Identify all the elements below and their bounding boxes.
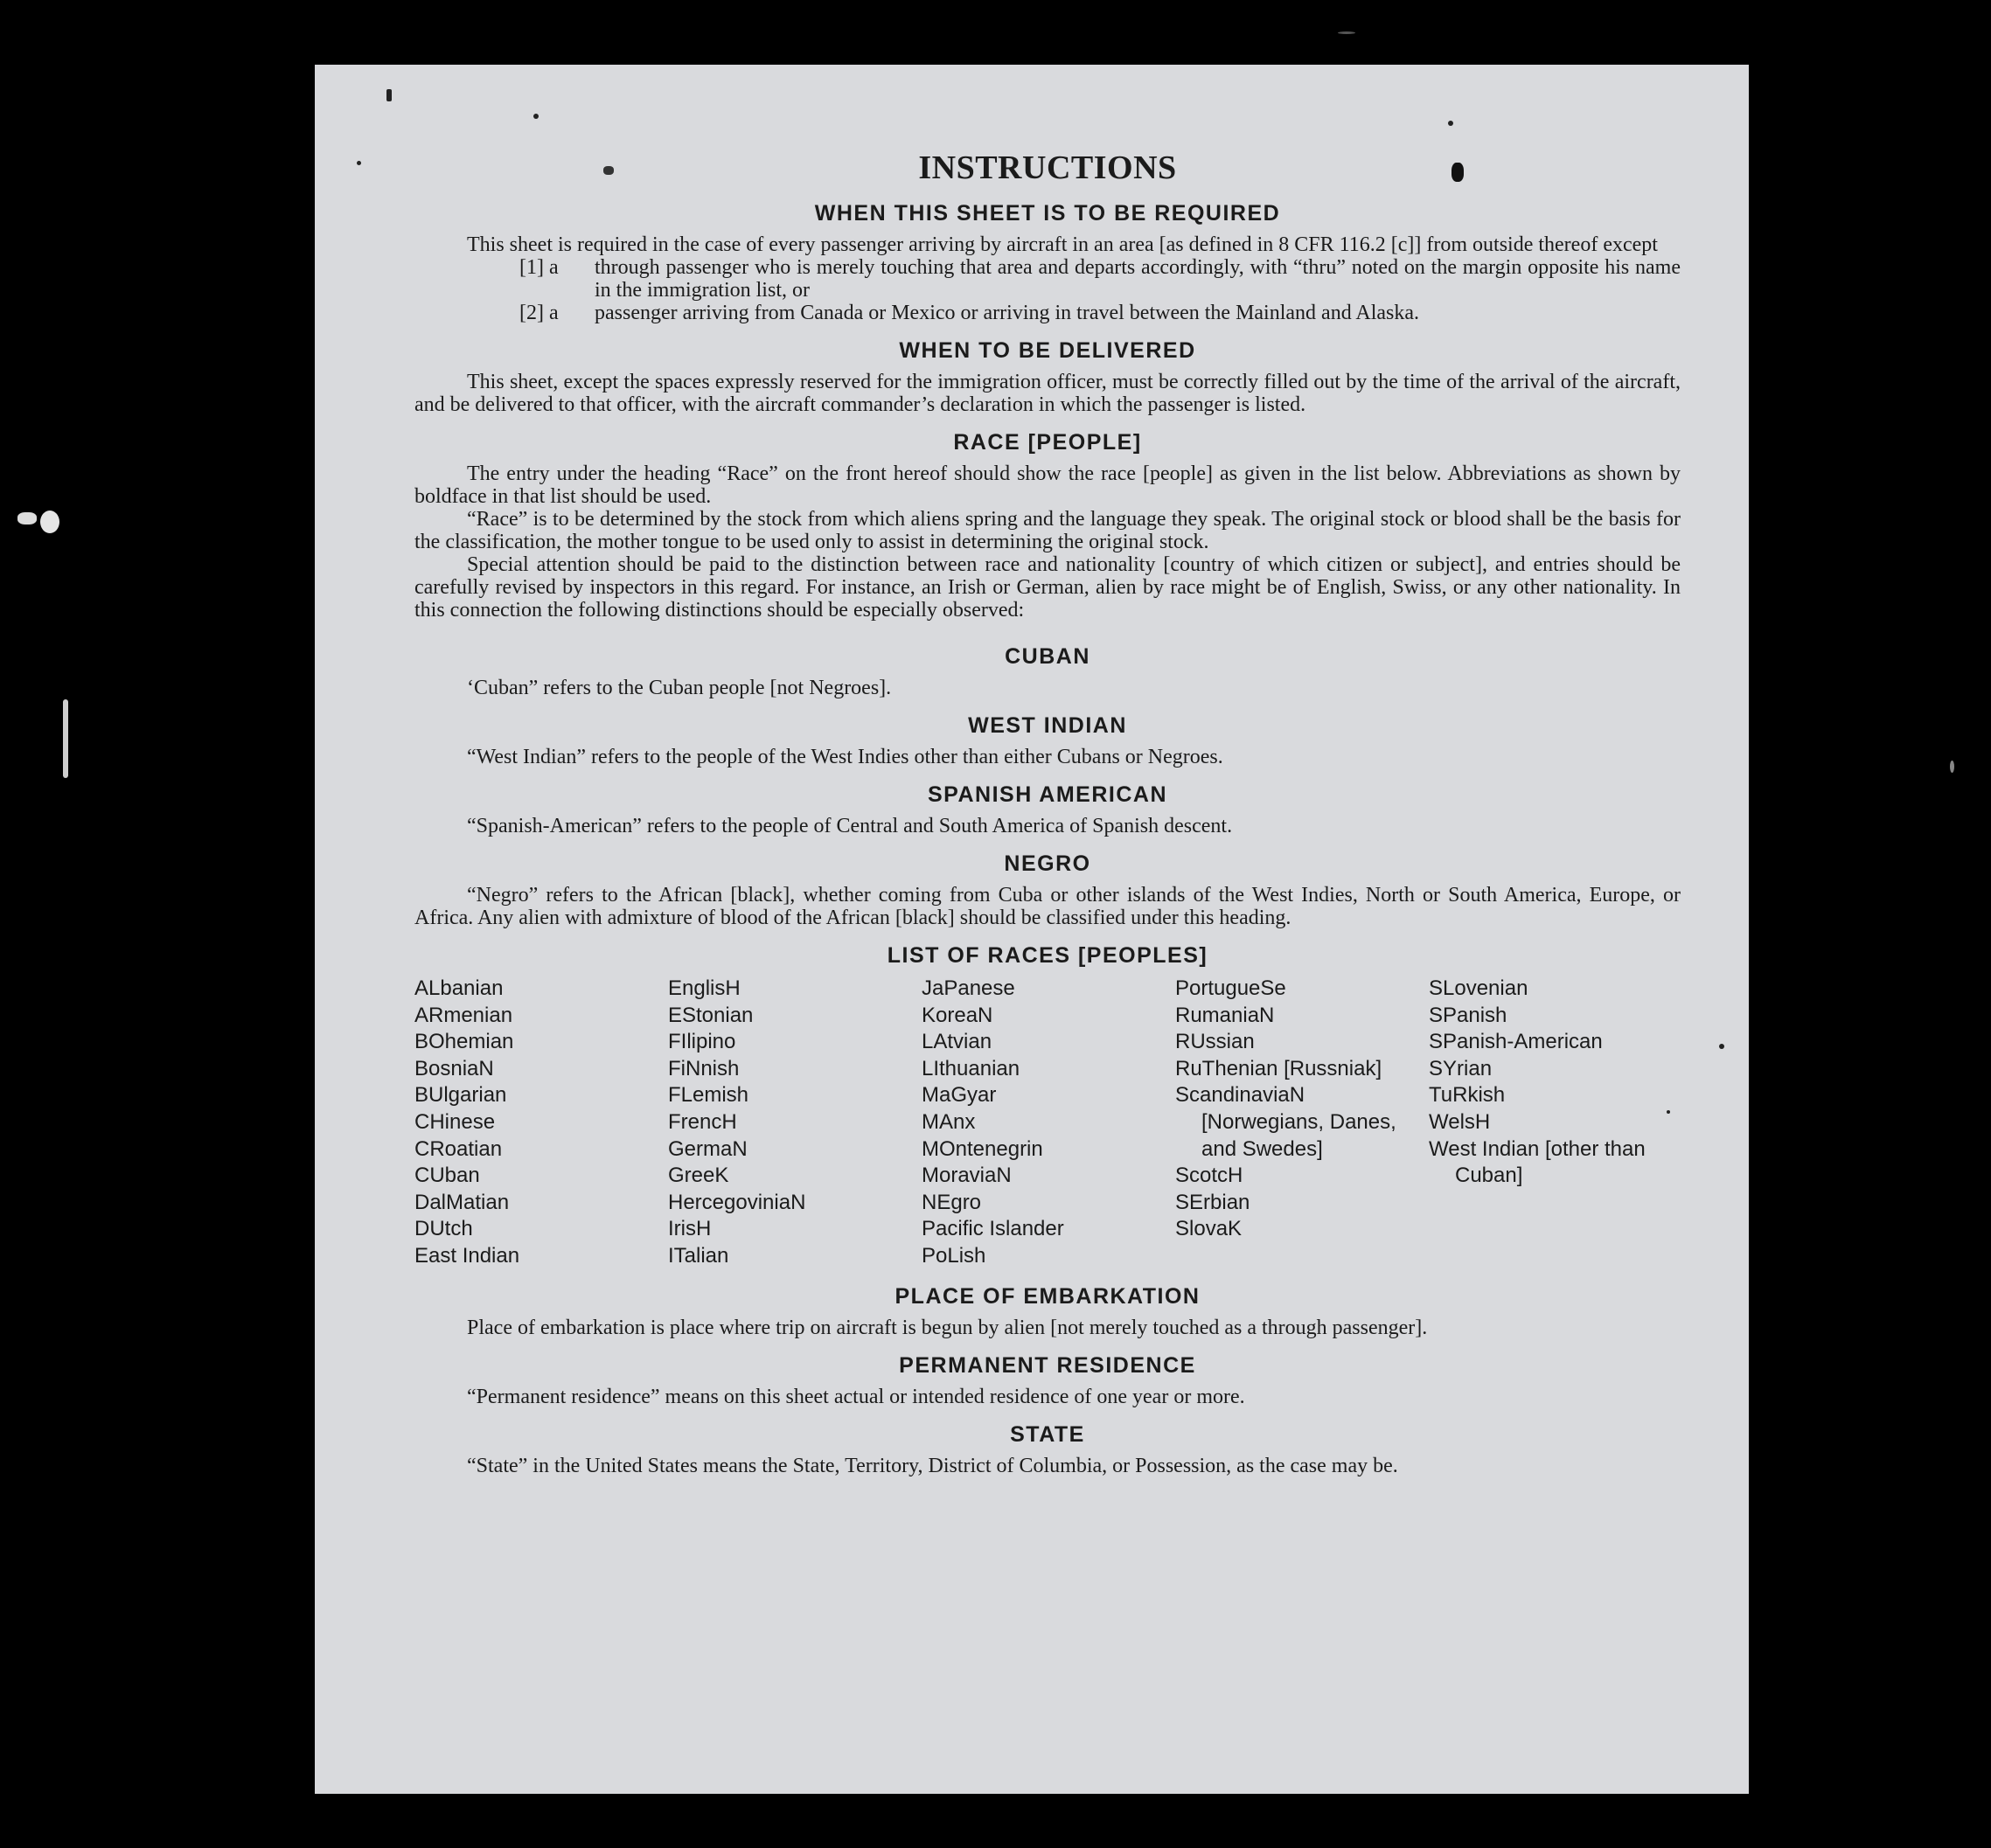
race-column: [1429, 976, 1682, 1270]
race-entry: KoreaN: [922, 1003, 993, 1027]
exception-text: through passenger who is merely touching that area and departs accordingly, with “thru” noted on the margin opposite his name in the immigration list, or: [595, 256, 1681, 302]
race-entry: SPanish-American: [1429, 1030, 1603, 1054]
delivered-text: This sheet, except the spaces expressly reserved for the immigration officer, must be correctly filled out by the time of the arrival of the aircraft, and be delivered to that officer, with the aircraft commander’s declaration in which the passenger is listed.: [414, 371, 1681, 416]
race-entry: West Indian [other than Cuban]: [1429, 1136, 1646, 1188]
race-entry: EStonian: [668, 1003, 754, 1027]
race-paragraph: The entry under the heading “Race” on the front hereof should show the race [people] as given in the list below. Abbreviations as shown by boldface in that list should be used.: [414, 462, 1681, 508]
race-entry: SLovenian: [1429, 976, 1528, 1000]
race-paragraph: “Race” is to be determined by the stock from which aliens spring and the language they speak. The original stock or blood shall be the basis for the classification, the mother tongue to be used only to assist in determining the original stock.: [414, 508, 1681, 553]
race-entry: IrisH: [668, 1217, 712, 1241]
race-entry: ScotcH: [1175, 1164, 1243, 1188]
race-entry: BUlgarian: [414, 1083, 507, 1108]
race-entry: RuThenian [Russniak]: [1175, 1056, 1382, 1080]
race-entry: SYrian: [1429, 1056, 1493, 1080]
page-title: INSTRUCTIONS: [918, 149, 1177, 186]
race-entry: MAnx: [922, 1109, 976, 1134]
heading-race: RACE [PEOPLE]: [953, 430, 1142, 455]
heading-cuban: CUBAN: [1005, 644, 1090, 669]
required-intro: This sheet is required in the case of every passenger arriving by aircraft in an area [as defined in 8 CFR 116.2 [c]] from outside thereof except: [467, 233, 1658, 256]
exception-text: passenger arriving from Canada or Mexico or arriving in travel between the Mainland and Alaska.: [595, 302, 1420, 324]
race-list: [414, 976, 1681, 1270]
spanish-american-text: “Spanish-American” refers to the people of Central and South America of Spanish descent.: [467, 815, 1233, 837]
race-entry: ARmenian: [414, 1003, 513, 1027]
race-entry: MOntenegrin: [922, 1136, 1043, 1161]
heading-west-indian: WEST INDIAN: [968, 713, 1127, 738]
race-column: [414, 976, 668, 1270]
residence-text: “Permanent residence” means on this sheet actual or intended residence of one year or more.: [467, 1385, 1245, 1408]
exception-num: [2] a: [519, 302, 559, 324]
race-entry: CRoatian: [414, 1136, 503, 1161]
race-entry: Pacific Islander: [922, 1217, 1064, 1241]
race-entry: SlovaK: [1175, 1217, 1243, 1241]
race-entry: LIthuanian: [922, 1056, 1020, 1080]
race-entry: PortugueSe: [1175, 976, 1286, 1000]
race-entry: RumaniaN: [1175, 1003, 1275, 1027]
race-entry: HercegoviniaN: [668, 1190, 806, 1214]
race-entry: MoraviaN: [922, 1164, 1012, 1188]
heading-permanent-residence: PERMANENT RESIDENCE: [899, 1352, 1196, 1378]
race-entry: JaPanese: [922, 976, 1015, 1000]
race-entry: GreeK: [668, 1164, 729, 1188]
race-entry: FLemish: [668, 1083, 749, 1108]
exception-num: [1] a: [519, 256, 559, 279]
heading-spanish-american: SPANISH AMERICAN: [927, 782, 1167, 807]
race-entry: CHinese: [414, 1109, 496, 1134]
race-entry: EnglisH: [668, 976, 741, 1000]
state-text: “State” in the United States means the State, Territory, District of Columbia, or Possession, as the case may be.: [467, 1454, 1398, 1477]
race-column: [922, 976, 1175, 1270]
exception-item: [414, 256, 1681, 302]
heading-embarkation: PLACE OF EMBARKATION: [895, 1283, 1201, 1309]
race-entry: ITalian: [668, 1243, 729, 1268]
race-entry: TuRkish: [1429, 1083, 1506, 1108]
race-entry: CUban: [414, 1164, 480, 1188]
exception-item: [414, 302, 1681, 324]
race-entry: MaGyar: [922, 1083, 997, 1108]
race-entry: SErbian: [1175, 1190, 1250, 1214]
instruction-sheet: [315, 65, 1749, 1794]
embarkation-text: Place of embarkation is place where trip on aircraft is begun by alien [not merely touched as a through passenger].: [467, 1316, 1428, 1339]
race-entry: WelsH: [1429, 1109, 1491, 1134]
cuban-text: ‘Cuban” refers to the Cuban people [not Negroes].: [467, 677, 892, 699]
race-entry: PoLish: [922, 1243, 986, 1268]
race-entry: NEgro: [922, 1190, 982, 1214]
race-entry: RUssian: [1175, 1030, 1255, 1054]
heading-state: STATE: [1010, 1421, 1085, 1447]
west-indian-text: “West Indian” refers to the people of the West Indies other than either Cubans or Negroes.: [467, 746, 1223, 768]
race-entry: SPanish: [1429, 1003, 1507, 1027]
race-entry: East Indian: [414, 1243, 520, 1268]
heading-negro: NEGRO: [1004, 851, 1091, 876]
race-entry: FrencH: [668, 1109, 737, 1134]
race-paragraph: Special attention should be paid to the distinction between race and nationality [country of which citizen or subject], and entries should be carefully revised by inspectors in this regard. For instance, an Irish or German, alien by race might be of English, Swiss, or any other nationality. In this connection the following distinctions should be especially observed:: [414, 553, 1681, 622]
heading-when-required: WHEN THIS SHEET IS TO BE REQUIRED: [814, 201, 1281, 226]
race-entry: ScandinaviaN [Norwegians, Danes, and Swedes]: [1175, 1083, 1396, 1161]
race-entry: GermaN: [668, 1136, 748, 1161]
race-entry: LAtvian: [922, 1030, 992, 1054]
race-entry: BOhemian: [414, 1030, 514, 1054]
race-entry: DalMatian: [414, 1190, 510, 1214]
race-column: [1175, 976, 1429, 1270]
race-entry: FIlipino: [668, 1030, 736, 1054]
race-entry: DUtch: [414, 1217, 473, 1241]
race-column: [668, 976, 922, 1270]
race-entry: BosniaN: [414, 1056, 494, 1080]
race-entry: ALbanian: [414, 976, 504, 1000]
negro-text: “Negro” refers to the African [black], whether coming from Cuba or other islands of the West Indies, North or South America, Europe, or Africa. Any alien with admixture of blood of the African [black] should be classified under this heading.: [414, 884, 1681, 929]
heading-when-delivered: WHEN TO BE DELIVERED: [899, 338, 1196, 363]
heading-list-of-races: LIST OF RACES [PEOPLES]: [887, 943, 1208, 968]
race-entry: FiNnish: [668, 1056, 740, 1080]
